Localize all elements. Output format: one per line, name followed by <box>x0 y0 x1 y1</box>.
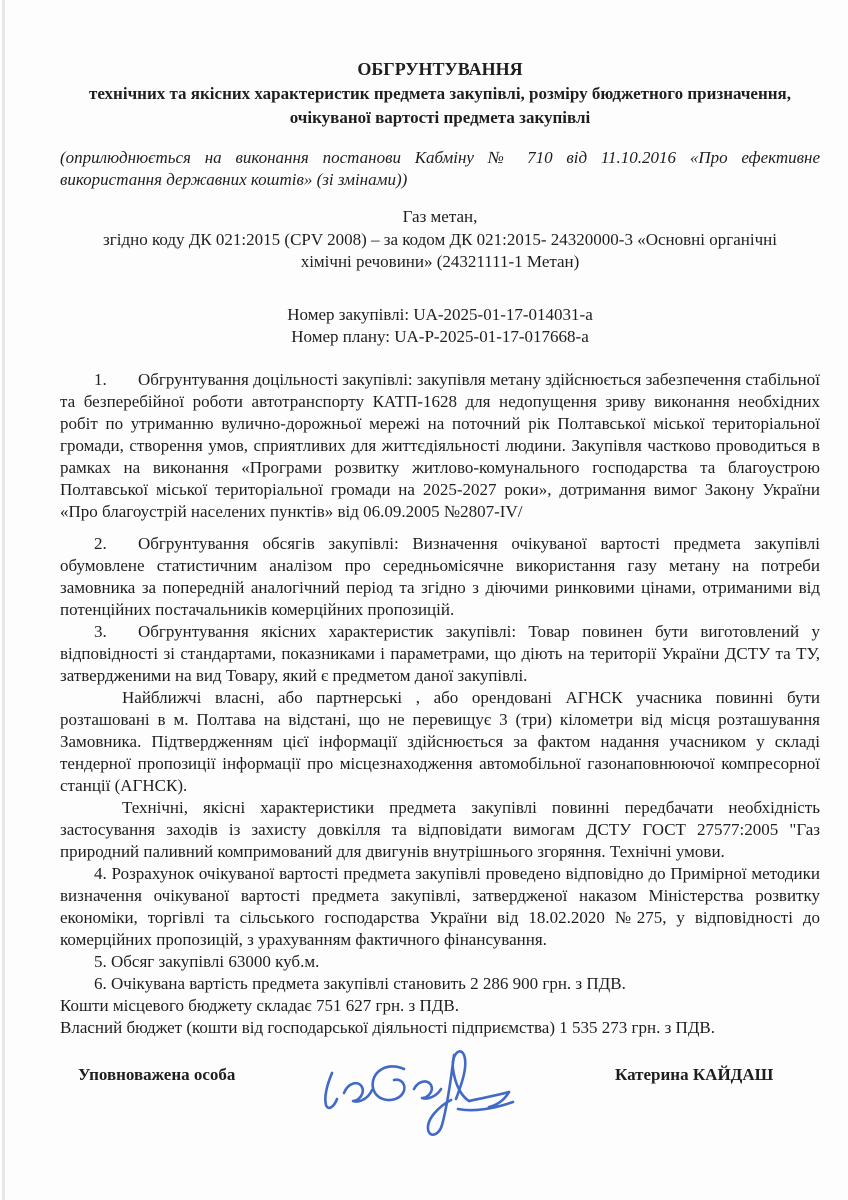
subject-line: Газ метан, <box>402 207 478 226</box>
handwritten-signature <box>308 1039 520 1145</box>
paragraph: Кошти місцевого бюджету складає 751 627 грн. з ПДВ. <box>60 995 459 1015</box>
paragraph: 4. Розрахунок очікуваної вартості предмета закупівлі проведено відповідно до Примірної методики визначення очікуваної вартості предмета закупівлі, затвердженої наказом Міністерства розвитку економіки, торгівлі та сільського господарства України від 18.02.2020 №275, у відповідності до комерційних пропозицій, з урахуванням фактичного фінансування. <box>60 863 820 949</box>
publication-note: (оприлюднюється на виконання постанови Кабміну № 710 від 11.10.2016 «Про ефективне використання державних коштів» (зі змінами)) <box>60 148 820 189</box>
subject-line: згідно коду ДК 021:2015 (CPV 2008) – за кодом ДК 021:2015- 24320000-3 «Основні органічні <box>103 229 777 249</box>
signatory-name: Катерина КАЙДАШ <box>615 1064 774 1084</box>
paragraph: 1. Обгрунтування доцільності закупівлі: закупівля метану здійснюється забезпечення стабільної та безперебійної роботи автотранспорту КАТП-1628 для недопущення зриву виконання необхідних робіт по утриманню вулично-дорожньої мережі на поточний рік Полтавської міської територіальної громади, створення умов, сприятливих для життєдіяльності людини. Закупівля частково проводиться в рамках на виконання «Програми розвитку житлово-комунального господарства та благоустрою Полтавської міської територіальної громади на 2025-2027 роки», дотримання вимог Закону України «Про благоустрій населених пунктів» від 06.09.2005 №2807-IV/ <box>60 369 820 521</box>
paragraph-number: 1. <box>94 369 107 389</box>
document-content <box>60 0 820 1180</box>
document-title: ОБГРУНТУВАННЯ <box>357 59 523 79</box>
paragraph: 5. Обсяг закупівлі 63000 куб.м. <box>94 951 320 971</box>
subtitle-line: технічних та якісних характеристик предмета закупівлі, розміру бюджетного призначення, <box>89 84 791 103</box>
paragraph: 6. Очікувана вартість предмета закупівлі становить 2 286 900 грн. з ПДВ. <box>94 973 626 993</box>
reference-line: Номер закупівлі: UA-2025-01-17-014031-a <box>287 304 593 324</box>
procurement-subject <box>60 206 820 274</box>
paragraph-number: 2. <box>94 533 107 553</box>
signatory-role-label: Уповноважена особа <box>78 1064 236 1084</box>
paragraph-number: 3. <box>94 621 107 641</box>
signature-block <box>60 1065 820 1180</box>
paragraph: Технічні, якісні характеристики предмета закупівлі повинні передбачати необхідність застосування заходів із захисту довкілля та відповідати вимогам ДСТУ ГОСТ 27577:2005 "Газ природний паливний компримований для двигунів внутрішнього згоряння. Технічні умови. <box>60 797 820 861</box>
document-body <box>60 369 820 1039</box>
scan-edge-line <box>2 0 5 1200</box>
procurement-references <box>60 304 820 349</box>
paragraph: Найближчі власні, або партнерські , або орендовані АГНСК учасника повинні бути розташовані в м. Полтава на відстані, що не перевищує 3 (три) кілометри від місця розташування Замовника. Підтвердженням цієї інформації здійснюється за фактом надання учасником у складі тендерної пропозиції інформації про місцезнаходження автомобільної газонаповнюючої компресорної станції (АГНСК). <box>60 687 820 795</box>
paragraph: 3. Обгрунтування якісних характеристик закупівлі: Товар повинен бути виготовлений у відповідності зі стандартами, показниками і параметрами, що діють на території України ДСТУ та ТУ, затвердженими на вид Товару, який є предметом даної закупівлі. <box>60 621 820 685</box>
paragraph: 2. Обгрунтування обсягів закупівлі: Визначення очікуваної вартості предмета закупівлі обумовлене статистичним аналізом про середньомісячне використання газу метану на потреби замовника за попередній аналогічний період та згідно з діючими ринковими цінами, отриманими від потенційних постачальників комерційних пропозицій. <box>60 533 820 619</box>
paragraph: Власний бюджет (кошти від господарської діяльності підприємства) 1 535 273 грн. з ПДВ. <box>60 1017 715 1037</box>
reference-line: Номер плану: UA-P-2025-01-17-017668-a <box>291 327 589 346</box>
subject-line: хімічні речовини» (24321111-1 Метан) <box>300 252 580 271</box>
document-subtitle <box>60 82 820 130</box>
subtitle-line: очікуваної вартості предмета закупівлі <box>289 108 591 127</box>
signature-svg <box>308 1039 520 1145</box>
